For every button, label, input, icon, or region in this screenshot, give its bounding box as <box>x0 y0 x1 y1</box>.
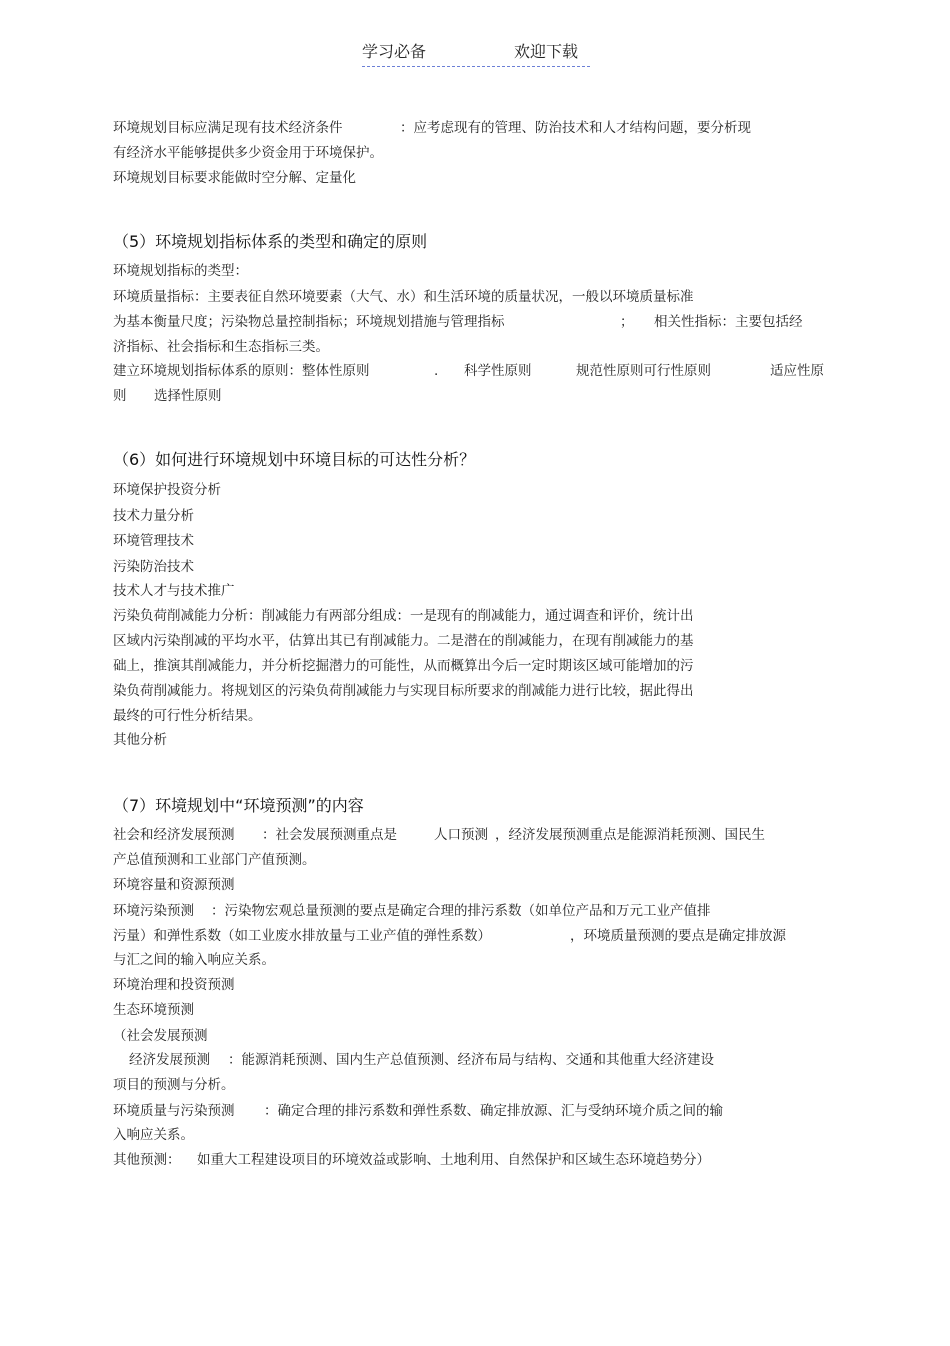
s6-item: 技术力量分析 <box>113 508 194 524</box>
s6-item: 环境保护投资分析 <box>113 482 221 498</box>
s7-social-b: ：社会发展预测重点是 <box>262 827 397 843</box>
s5-p-g: 选择性原则 <box>154 388 222 404</box>
s5-quality-line-3: 济指标、社会指标和生态指标三类。 <box>113 339 329 355</box>
s7-eq-a: 环境质量与污染预测 <box>113 1103 235 1119</box>
s7-social-a: 社会和经济发展预测 <box>113 827 235 843</box>
s7-eq-line-2: 入响应关系。 <box>113 1127 194 1143</box>
s7-econ-line-2: 项目的预测与分析。 <box>113 1077 235 1093</box>
s6-other: 其他分析 <box>113 732 167 748</box>
section-6-heading: （6）如何进行环境规划中环境目标的可达性分析？ <box>113 450 476 469</box>
s5-types-title: 环境规划指标的类型： <box>113 263 248 279</box>
s7-social-c: 人口预测 <box>434 827 488 843</box>
s7-eq-b: ：确定合理的排污系数和弹性系数、确定排放源、汇与受纳环境介质之间的输 <box>264 1103 723 1119</box>
section-7-heading: （7）环境规划中“环境预测”的内容 <box>113 796 364 815</box>
s7-other-b: 如重大工程建设项目的环境效益或影响、土地利用、自然保护和区域生态环境趋势分） <box>197 1152 710 1168</box>
s7-pollution-2a: 污量）和弹性系数（如工业废水排放量与工业产值的弹性系数） <box>113 928 491 944</box>
s6-reduction-line: 最终的可行性分析结果。 <box>113 708 262 724</box>
s7-capacity: 环境容量和资源预测 <box>113 877 235 893</box>
s7-pollution-line-3: 与汇之间的输入响应关系。 <box>113 952 275 968</box>
s5-p-e: 适应性原 <box>770 363 824 379</box>
para-1-line-2: 有经济水平能够提供多少资金用于环境保护。 <box>113 145 383 161</box>
s5-p-b: . <box>434 363 439 379</box>
s6-item: 技术人才与技术推广 <box>113 583 235 599</box>
s5-p-f: 则 <box>113 388 127 404</box>
s5-q2-a: 为基本衡量尺度；污染物总量控制指标；环境规划措施与管理指标 <box>113 314 505 330</box>
s7-paren-start: （社会发展预测 <box>113 1028 208 1044</box>
s5-quality-line-1: 环境质量指标：主要表征自然环境要素（大气、水）和生活环境的质量状况，一般以环境质量标准 <box>113 289 694 305</box>
s6-reduction-line: 污染负荷削减能力分析：削减能力有两部分组成：一是现有的削减能力，通过调查和评价，统计出 <box>113 608 694 624</box>
header-right-text: 欢迎下载 <box>514 42 579 61</box>
para-1-term: 环境规划目标应满足现有技术经济条件 <box>113 120 343 136</box>
s7-pollution-a: 环境污染预测 <box>113 903 194 919</box>
s6-reduction-line: 础上，推演其削减能力，并分析挖掘潜力的可能性，从而概算出今后一定时期该区域可能增加的污 <box>113 658 694 674</box>
s6-item: 污染防治技术 <box>113 559 194 575</box>
s5-p-d: 规范性原则可行性原则 <box>576 363 711 379</box>
section-5-heading: （5）环境规划指标体系的类型和确定的原则 <box>113 232 428 251</box>
para-1-desc: ：应考虑现有的管理、防治技术和人才结构问题，要分析现 <box>400 120 751 136</box>
s7-social-d: ，经济发展预测重点是能源消耗预测、国民生 <box>495 827 765 843</box>
s7-eco: 生态环境预测 <box>113 1002 194 1018</box>
s7-social-line-2: 产总值预测和工业部门产值预测。 <box>113 852 316 868</box>
s6-reduction-line: 染负荷削减能力。将规划区的污染负荷削减能力与实现目标所要求的削减能力进行比较，据此得出 <box>113 683 694 699</box>
s5-p-a: 建立环境规划指标体系的原则：整体性原则 <box>113 363 370 379</box>
s5-q2-b: ； <box>620 314 634 330</box>
s7-pollution-b: ：污染物宏观总量预测的要点是确定合理的排污系数（如单位产品和万元工业产值排 <box>211 903 711 919</box>
s7-econ-a: 经济发展预测 <box>129 1052 210 1068</box>
s5-p-c: 科学性原则 <box>464 363 532 379</box>
s5-q2-c: 相关性指标：主要包括经 <box>654 314 803 330</box>
s7-governance: 环境治理和投资预测 <box>113 977 235 993</box>
header-left-text: 学习必备 <box>362 42 427 61</box>
s7-econ-b: ：能源消耗预测、国内生产总值预测、经济布局与结构、交通和其他重大经济建设 <box>228 1052 714 1068</box>
para-1-line-3: 环境规划目标要求能做时空分解、定量化 <box>113 170 356 186</box>
s7-other-a: 其他预测： <box>113 1152 181 1168</box>
s6-reduction-line: 区域内污染削减的平均水平，估算出其已有削减能力。二是潜在的削减能力，在现有削减能力的基 <box>113 633 694 649</box>
s7-pollution-2b: ，环境质量预测的要点是确定排放源 <box>570 928 786 944</box>
page-header <box>362 40 590 67</box>
s6-item: 环境管理技术 <box>113 533 194 549</box>
